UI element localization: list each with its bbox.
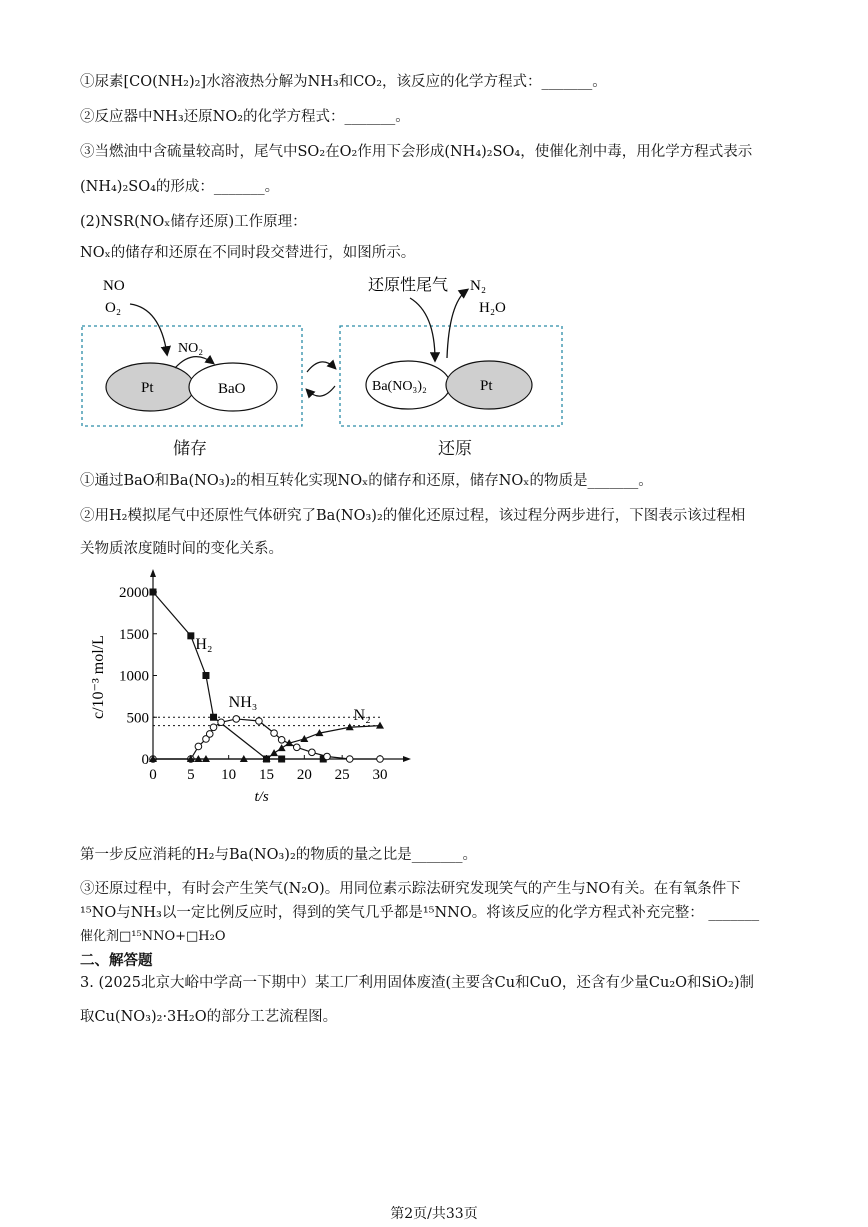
cycle-arrow-top [307, 362, 335, 372]
data-point-nh3 [206, 731, 213, 738]
line-16: 取Cu(NO₃)₂·3H₂O的部分工艺流程图。 [80, 1009, 338, 1025]
y-tick-label: 2000 [119, 585, 149, 601]
nsr-diagram [75, 268, 575, 458]
line-15: 3. (2025北京大峪中学高一下期中）某工厂利用固体废渣(主要含Cu和CuO，还含有少量Cu₂O和SiO₂)制 [80, 975, 754, 991]
series-label: H₂ [195, 635, 213, 653]
data-point-nh3 [293, 744, 300, 751]
x-tick-label: 20 [296, 767, 312, 783]
line-2: ②反应器中NH₃还原NO₂的化学方程式：_______。 [80, 109, 410, 125]
data-point-nh3 [377, 756, 384, 763]
data-point-nh3 [233, 716, 240, 723]
o2-label: O₂ [105, 300, 122, 316]
y-tick-label: 500 [126, 710, 149, 727]
x-tick-label: 10 [221, 767, 237, 783]
y-axis-arrow [150, 569, 156, 577]
series-line [153, 719, 380, 759]
data-point-nh3 [210, 724, 217, 731]
x-axis-label: t/s [254, 789, 269, 805]
y-tick-label: 1000 [119, 668, 149, 685]
series-line [153, 592, 323, 759]
y-tick-label: 0 [141, 752, 149, 768]
line-12: ¹⁵NO与NH₃以一定比例反应时，得到的笑气几乎都是¹⁵NNO。将该反应的化学方程式补充完整： _______ [80, 905, 760, 921]
reducing-gas-label: 还原性尾气 [368, 277, 449, 294]
y-tick-label: 1500 [119, 626, 149, 643]
h2o-label: H₂O [479, 300, 506, 316]
bao-label: BaO [218, 381, 246, 397]
bano3-label: Ba(NO₃)₂ [372, 379, 427, 394]
line-10: 第一步反应消耗的H₂与Ba(NO₃)₂的物质的量之比是_______。 [80, 847, 478, 863]
product-arrow [447, 290, 467, 358]
line-9: 关物质浓度随时间的变化关系。 [80, 541, 283, 557]
data-point-n2 [376, 722, 384, 729]
series-line [153, 726, 380, 759]
concentration-chart [85, 565, 425, 835]
x-tick-label: 25 [334, 767, 350, 783]
line-5: (2)NSR(NOₓ储存还原)工作原理： [80, 214, 307, 230]
line-7: ①通过BaO和Ba(NO₃)₂的相互转化实现NOₓ的储存和还原，储存NOₓ的物质是_______。 [80, 473, 653, 489]
input-arrow [130, 304, 167, 354]
data-point-h2 [210, 714, 217, 721]
line-11: ③还原过程中，有时会产生笑气(N₂O)。用同位素示踪法研究发现笑气的产生与NO有关。在有氧条件下 [80, 881, 741, 897]
line-8: ②用H₂模拟尾气中还原性气体研究了Ba(NO₃)₂的催化还原过程，该过程分两步进行，下图表示该过程相 [80, 508, 746, 524]
y-axis-label: c/10⁻³ mol/L [90, 635, 107, 719]
line-4: (NH₄)₂SO₄的形成：_______。 [80, 179, 280, 195]
caption-reduction: 还原 [438, 439, 472, 459]
x-axis-arrow [403, 756, 411, 762]
data-point-h2 [150, 589, 157, 596]
data-point-h2 [278, 756, 285, 763]
x-tick-label: 15 [259, 767, 274, 783]
series-label: N₂ [353, 706, 371, 724]
cycle-arrow-bottom [307, 386, 335, 396]
no2-label: NO₂ [178, 341, 204, 356]
data-point-nh3 [271, 730, 278, 737]
data-point-nh3 [195, 743, 202, 750]
data-point-nh3 [256, 718, 263, 725]
data-point-nh3 [278, 736, 285, 743]
caption-storage: 储存 [173, 439, 207, 459]
data-point-h2 [202, 672, 209, 679]
no-label: NO [103, 278, 125, 294]
reducing-arrow [410, 298, 435, 360]
data-point-nh3 [346, 756, 353, 763]
data-point-n2 [270, 749, 278, 756]
pt-right-label: Pt [480, 378, 493, 394]
x-tick-label: 5 [187, 767, 195, 783]
line-6: NOₓ的储存和还原在不同时段交替进行，如图所示。 [80, 245, 416, 261]
line-3: ③当燃油中含硫量较高时，尾气中SO₂在O₂作用下会形成(NH₄)₂SO₄，使催化剂中毒，用化学方程式表示 [80, 144, 753, 160]
n2-label: N₂ [470, 278, 487, 294]
data-point-nh3 [218, 719, 225, 726]
data-point-n2 [278, 744, 286, 751]
series-label: NH₃ [228, 694, 258, 712]
no2-arrow [175, 357, 213, 368]
line-1: ①尿素[CO(NH₂)₂]水溶液热分解为NH₃和CO₂，该反应的化学方程式：_______。 [80, 74, 607, 90]
data-point-nh3 [324, 753, 331, 760]
pt-left-label: Pt [141, 380, 154, 396]
data-point-h2 [187, 632, 194, 639]
line-13: 催化剂□¹⁵NNO+□H₂O [80, 929, 226, 944]
page-footer: 第2页/共33页 [390, 1206, 478, 1222]
section-heading: 二、解答题 [80, 952, 153, 969]
x-tick-label: 30 [372, 767, 388, 783]
data-point-nh3 [309, 749, 316, 756]
x-tick-label: 0 [149, 767, 157, 783]
